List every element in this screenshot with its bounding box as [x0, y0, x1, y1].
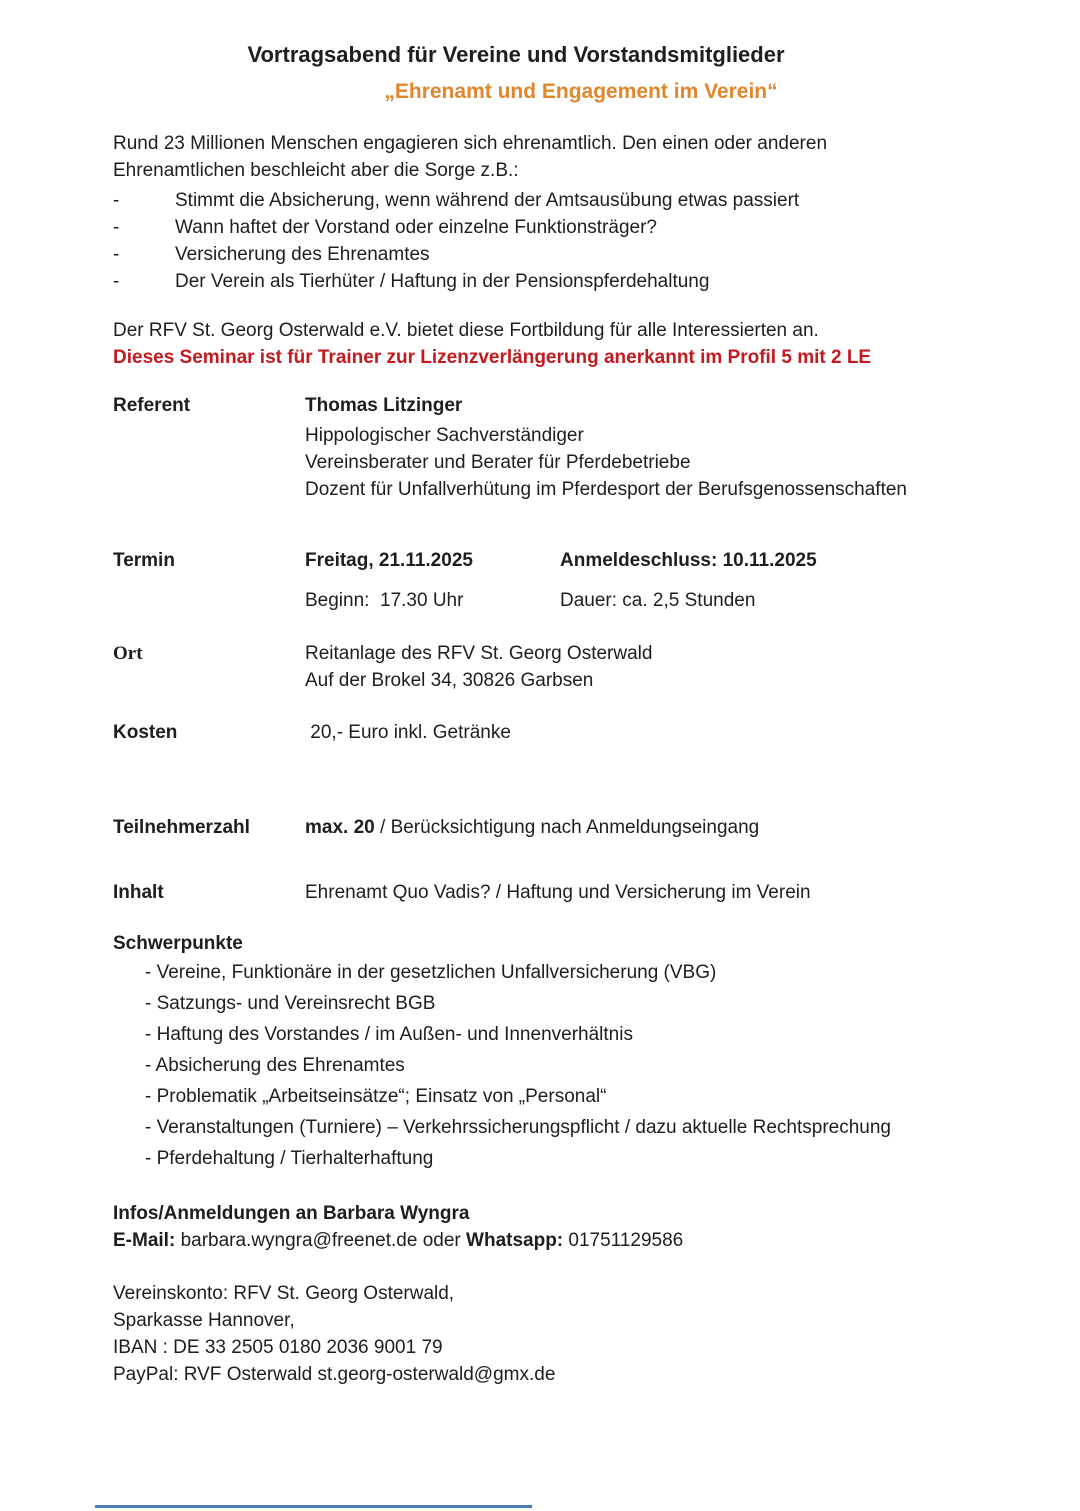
dash-bullet: - — [113, 244, 120, 265]
teilnehmerzahl-section — [113, 814, 1030, 841]
connector-text: oder — [422, 1230, 461, 1251]
teilnehmerzahl-value — [305, 814, 1030, 841]
referent-details — [305, 392, 1030, 503]
bottom-accent-line — [95, 1505, 532, 1508]
email-label: E-Mail: — [113, 1230, 176, 1251]
ort-label: Ort — [113, 643, 143, 664]
termin-deadline: Anmeldeschluss: 10.11.2025 — [560, 550, 817, 571]
offer-text: Der RFV St. Georg Osterwald e.V. bietet diese Fortbildung für alle Interessierten an. — [113, 320, 819, 341]
list-item: - Satzungs- und Vereinsrecht BGB — [145, 993, 436, 1014]
contact-section — [113, 1200, 1030, 1254]
list-item — [113, 268, 1030, 295]
teilnehmerzahl-label: Teilnehmerzahl — [113, 817, 250, 838]
bank-account-line: Vereinskonto: RFV St. Georg Osterwald, — [113, 1283, 455, 1304]
termin-section — [113, 547, 1030, 614]
dash-bullet: - — [113, 190, 120, 211]
list-item-text: Versicherung des Ehrenamtes — [175, 244, 430, 265]
list-item — [113, 214, 1030, 241]
contact-line — [113, 1227, 1030, 1254]
concerns-list — [113, 187, 1030, 295]
termin-line-2 — [305, 587, 1030, 614]
referent-section — [113, 392, 1030, 503]
teilnehmerzahl-rest: / Berücksichtigung nach Anmeldungseingang — [374, 817, 760, 838]
ort-line-1: Reitanlage des RFV St. Georg Osterwald — [305, 643, 653, 664]
list-item: - Absicherung des Ehrenamtes — [145, 1055, 405, 1076]
referent-label: Referent — [113, 395, 191, 416]
contact-heading: Infos/Anmeldungen an Barbara Wyngra — [113, 1203, 470, 1224]
termin-date: Freitag, 21.11.2025 — [305, 550, 473, 571]
termin-label: Termin — [113, 550, 175, 571]
email-address: barbara.wyngra@freenet.de — [180, 1230, 418, 1251]
list-item: - Veranstaltungen (Turniere) – Verkehrssicherungspflicht / dazu aktuelle Rechtsprechung — [145, 1117, 891, 1138]
whatsapp-label: Whatsapp: — [466, 1230, 564, 1251]
referent-name: Thomas Litzinger — [305, 395, 463, 416]
list-item: - Problematik „Arbeitseinsätze“; Einsatz von „Personal“ — [145, 1086, 607, 1107]
list-item: - Vereine, Funktionäre in der gesetzlichen Unfallversicherung (VBG) — [145, 962, 717, 983]
ort-line-2: Auf der Brokel 34, 30826 Garbsen — [305, 670, 594, 691]
termin-begin: Beginn: 17.30 Uhr — [305, 590, 464, 611]
termin-duration: Dauer: ca. 2,5 Stunden — [560, 590, 756, 611]
intro-line-2: Ehrenamtlichen beschleicht aber die Sorge z.B.: — [113, 160, 519, 181]
termin-details — [305, 547, 1030, 614]
offer-paragraph — [113, 317, 1030, 371]
teilnehmerzahl-max: max. 20 — [305, 817, 375, 838]
list-item: - Haftung des Vorstandes / im Außen- und Innenverhältnis — [145, 1024, 633, 1045]
whatsapp-number: 01751129586 — [568, 1230, 684, 1251]
license-note: Dieses Seminar ist für Trainer zur Lizenzverlängerung anerkannt im Profil 5 mit 2 LE — [113, 347, 872, 368]
paypal-line: PayPal: RVF Osterwald st.georg-osterwald@gmx.de — [113, 1364, 556, 1385]
ort-section — [113, 640, 1030, 694]
ort-details — [305, 640, 1030, 694]
referent-role: Vereinsberater und Berater für Pferdebetriebe — [305, 452, 691, 473]
referent-role: Dozent für Unfallverhütung im Pferdesport der Berufsgenossenschaften — [305, 479, 907, 500]
list-item — [113, 241, 1030, 268]
schwerpunkte-list — [113, 957, 1030, 1174]
page-subtitle: „Ehrenamt und Engagement im Verein“ — [384, 80, 778, 103]
list-item-text: Der Verein als Tierhüter / Haftung in der Pensionspferdehaltung — [175, 271, 710, 292]
kosten-section — [113, 719, 1030, 746]
inhalt-value: Ehrenamt Quo Vadis? / Haftung und Versicherung im Verein — [305, 882, 811, 903]
page-title: Vortragsabend für Vereine und Vorstandsmitglieder — [247, 42, 785, 67]
intro-paragraph — [113, 130, 1030, 184]
bank-section — [113, 1280, 1030, 1388]
referent-role: Hippologischer Sachverständiger — [305, 425, 584, 446]
iban-line: IBAN : DE 33 2505 0180 2036 9001 79 — [113, 1337, 443, 1358]
intro-line-1: Rund 23 Millionen Menschen engagieren sich ehrenamtlich. Den einen oder anderen — [113, 133, 828, 154]
dash-bullet: - — [113, 217, 120, 238]
schwerpunkte-heading: Schwerpunkte — [113, 933, 243, 954]
list-item — [113, 187, 1030, 214]
list-item-text: Stimmt die Absicherung, wenn während der Amtsausübung etwas passiert — [175, 190, 800, 211]
bank-name-line: Sparkasse Hannover, — [113, 1310, 295, 1331]
kosten-label: Kosten — [113, 722, 178, 743]
inhalt-label: Inhalt — [113, 882, 164, 903]
list-item-text: Wann haftet der Vorstand oder einzelne Funktionsträger? — [175, 217, 657, 238]
dash-bullet: - — [113, 271, 120, 292]
termin-line-1 — [305, 547, 1030, 574]
inhalt-section — [113, 879, 1030, 906]
list-item: - Pferdehaltung / Tierhalterhaftung — [145, 1148, 434, 1169]
kosten-value: 20,- Euro inkl. Getränke — [305, 722, 511, 743]
